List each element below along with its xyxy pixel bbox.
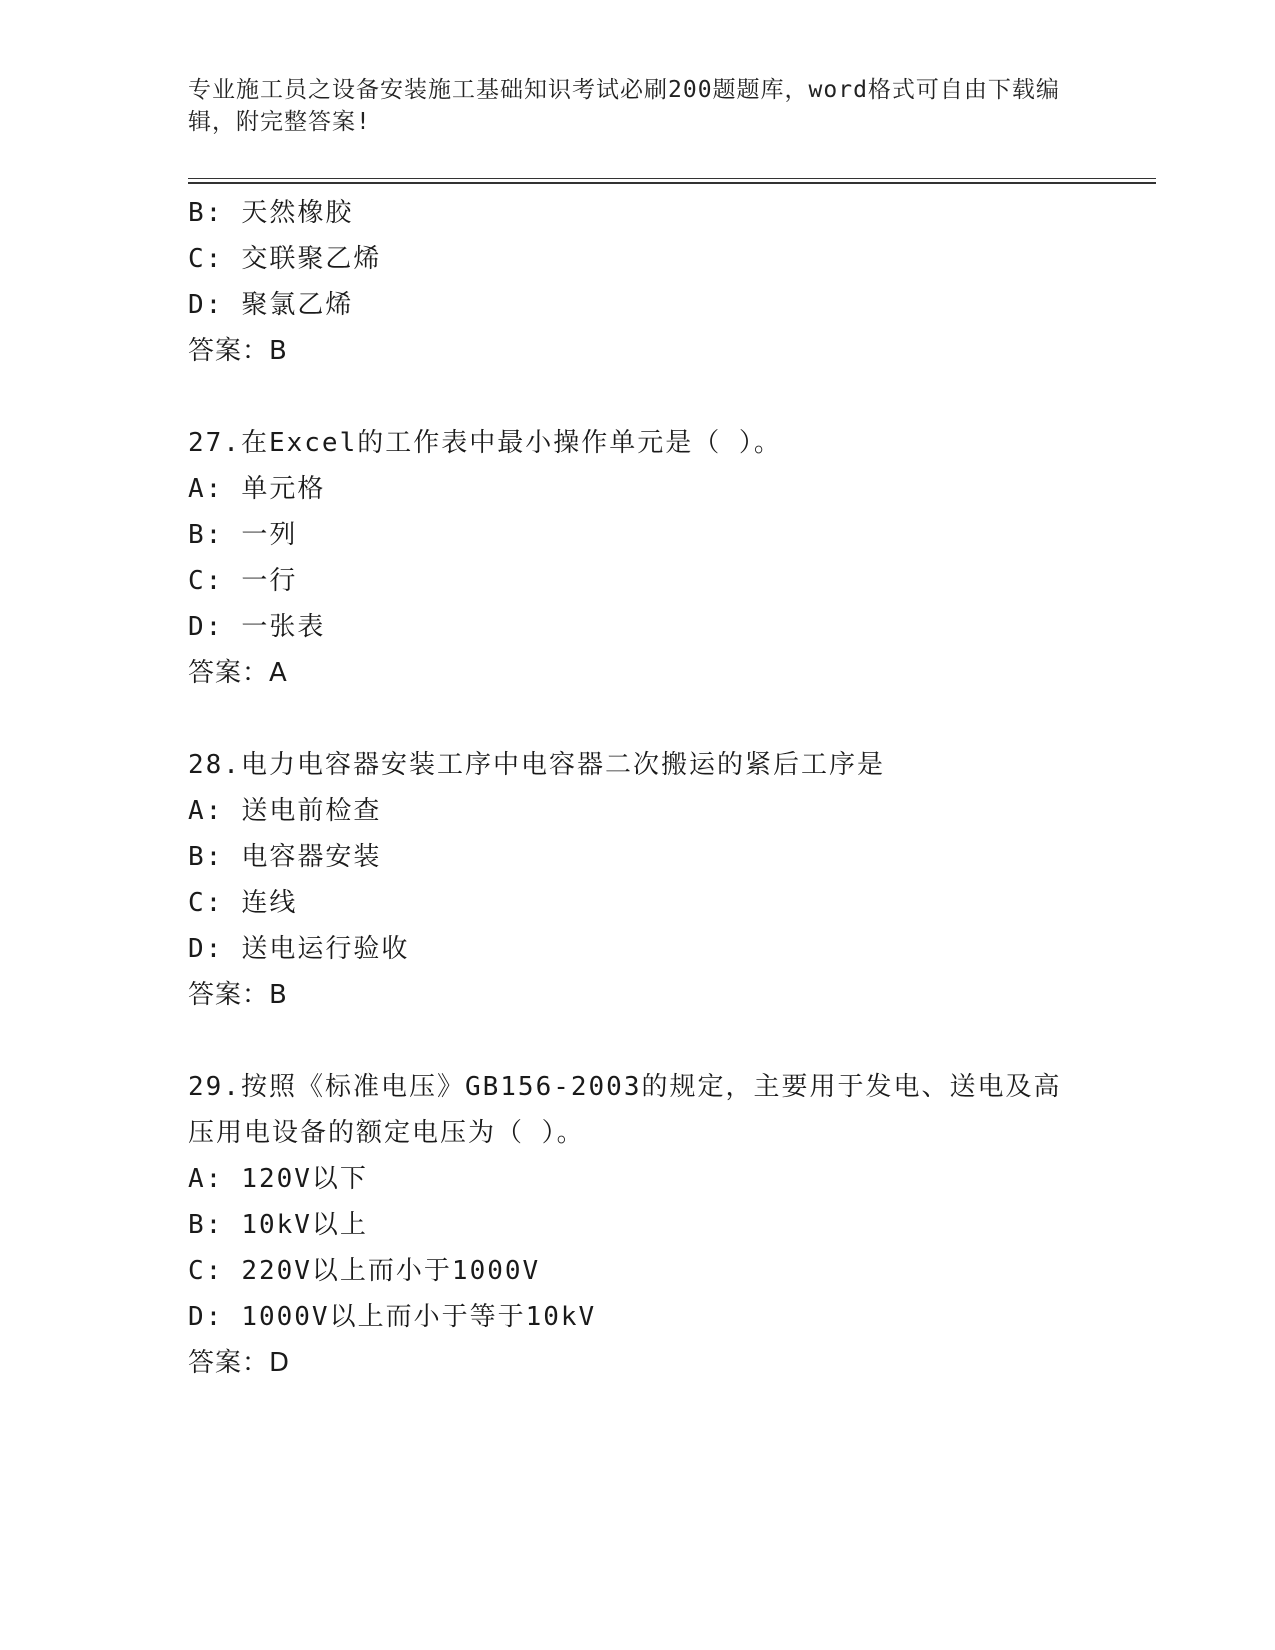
document-header: 专业施工员之设备安装施工基础知识考试必刷200题题库，word格式可自由下载编辑，附完整答案!	[188, 77, 1060, 135]
option-c: C: 220V以上而小于1000V	[188, 1256, 541, 1286]
question-27	[188, 420, 1148, 696]
question-26-partial	[188, 190, 1148, 374]
option-d: D: 送电运行验收	[188, 934, 410, 964]
answer-line: 答案：B	[188, 336, 288, 366]
option-a: A: 120V以下	[188, 1164, 368, 1194]
spacer	[188, 1018, 1148, 1064]
option-c: C: 连线	[188, 888, 298, 918]
header-divider-thin	[188, 178, 1156, 179]
answer-line: 答案：A	[188, 658, 288, 688]
question-28	[188, 742, 1148, 1018]
option-a: A: 送电前检查	[188, 796, 382, 826]
spacer	[188, 696, 1148, 742]
answer-line: 答案：B	[188, 980, 288, 1010]
option-d: D: 1000V以上而小于等于10kV	[188, 1302, 597, 1332]
option-c: C: 一行	[188, 566, 298, 596]
answer-line: 答案：D	[188, 1348, 291, 1378]
option-b: B: 10kV以上	[188, 1210, 368, 1240]
option-c: C: 交联聚乙烯	[188, 244, 382, 274]
option-b: B: 天然橡胶	[188, 198, 354, 228]
option-d: D: 一张表	[188, 612, 326, 642]
question-29	[188, 1064, 1148, 1386]
option-b: B: 电容器安装	[188, 842, 382, 872]
option-b: B: 一列	[188, 520, 298, 550]
question-title: 29.按照《标准电压》GB156-2003的规定，主要用于发电、送电及高压用电设备的额定电压为（ ）。	[188, 1072, 1062, 1148]
question-list	[188, 190, 1148, 1386]
option-d: D: 聚氯乙烯	[188, 290, 354, 320]
option-a: A: 单元格	[188, 474, 326, 504]
spacer	[188, 374, 1148, 420]
question-title: 27.在Excel的工作表中最小操作单元是（ ）。	[188, 428, 782, 458]
header-divider-thick	[188, 182, 1156, 184]
question-title: 28.电力电容器安装工序中电容器二次搬运的紧后工序是	[188, 750, 885, 780]
